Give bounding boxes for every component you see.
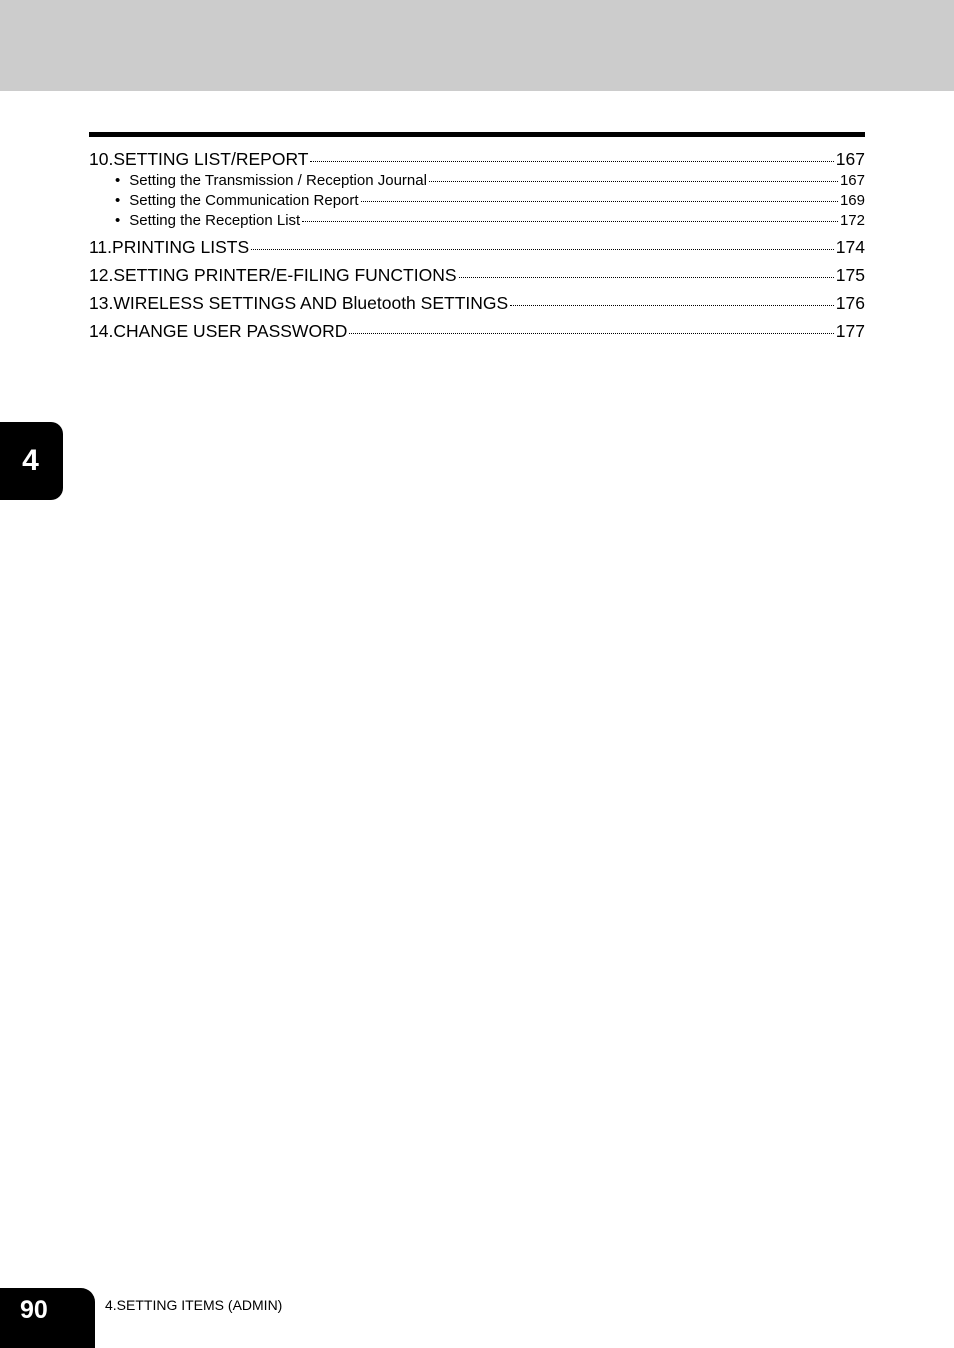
header-band: [0, 0, 954, 91]
toc-subentry[interactable]: [89, 171, 865, 191]
toc-subentry-title: Setting the Transmission / Reception Journal: [129, 172, 427, 189]
dot-leader: [361, 201, 838, 202]
dot-leader: [349, 333, 833, 334]
bullet-icon: •: [115, 172, 121, 189]
dot-leader: [310, 161, 833, 162]
toc-entry-page: 175: [835, 265, 865, 285]
toc-subentry[interactable]: [89, 191, 865, 211]
dot-leader: [251, 249, 834, 250]
chapter-tab: 4: [0, 422, 63, 500]
toc-subentry-title: Setting the Reception List: [129, 212, 301, 229]
toc-entry[interactable]: [89, 147, 865, 171]
toc-entry[interactable]: [89, 319, 865, 347]
dot-leader: [429, 181, 838, 182]
toc-subentry-page: 167: [839, 172, 865, 189]
toc-subentry-title: Setting the Communication Report: [129, 192, 359, 209]
toc-entry-number: 12.: [89, 265, 114, 285]
toc-entry-title: SETTING LIST/REPORT: [113, 149, 309, 169]
toc-entry-page: 177: [835, 321, 865, 341]
toc-entry-number: 14.: [89, 321, 114, 341]
section-rule: [89, 132, 865, 137]
toc-entry-page: 176: [835, 293, 865, 313]
toc-entry[interactable]: [89, 291, 865, 319]
bullet-icon: •: [115, 212, 121, 229]
toc-entry[interactable]: [89, 235, 865, 263]
bullet-icon: •: [115, 192, 121, 209]
toc-subentry-page: 172: [839, 212, 865, 229]
dot-leader: [510, 305, 834, 306]
toc-entry-number: 11.: [89, 237, 113, 257]
toc-entry-title: PRINTING LISTS: [112, 237, 250, 257]
page-number: 90: [0, 1288, 95, 1348]
toc-entry-title: WIRELESS SETTINGS AND Bluetooth SETTINGS: [113, 293, 509, 313]
dot-leader: [459, 277, 834, 278]
table-of-contents: [89, 147, 865, 347]
toc-subentry-page: 169: [839, 192, 865, 209]
toc-entry-title: CHANGE USER PASSWORD: [113, 321, 348, 341]
toc-entry-page: 174: [835, 237, 865, 257]
toc-subentry[interactable]: [89, 211, 865, 235]
toc-entry-number: 13.: [89, 293, 114, 313]
toc-entry-title: SETTING PRINTER/E-FILING FUNCTIONS: [113, 265, 457, 285]
toc-entry-number: 10.: [89, 149, 114, 169]
footer-section-label: 4.SETTING ITEMS (ADMIN): [105, 1297, 283, 1313]
toc-entry[interactable]: [89, 263, 865, 291]
dot-leader: [302, 221, 838, 222]
toc-entry-page: 167: [835, 149, 865, 169]
